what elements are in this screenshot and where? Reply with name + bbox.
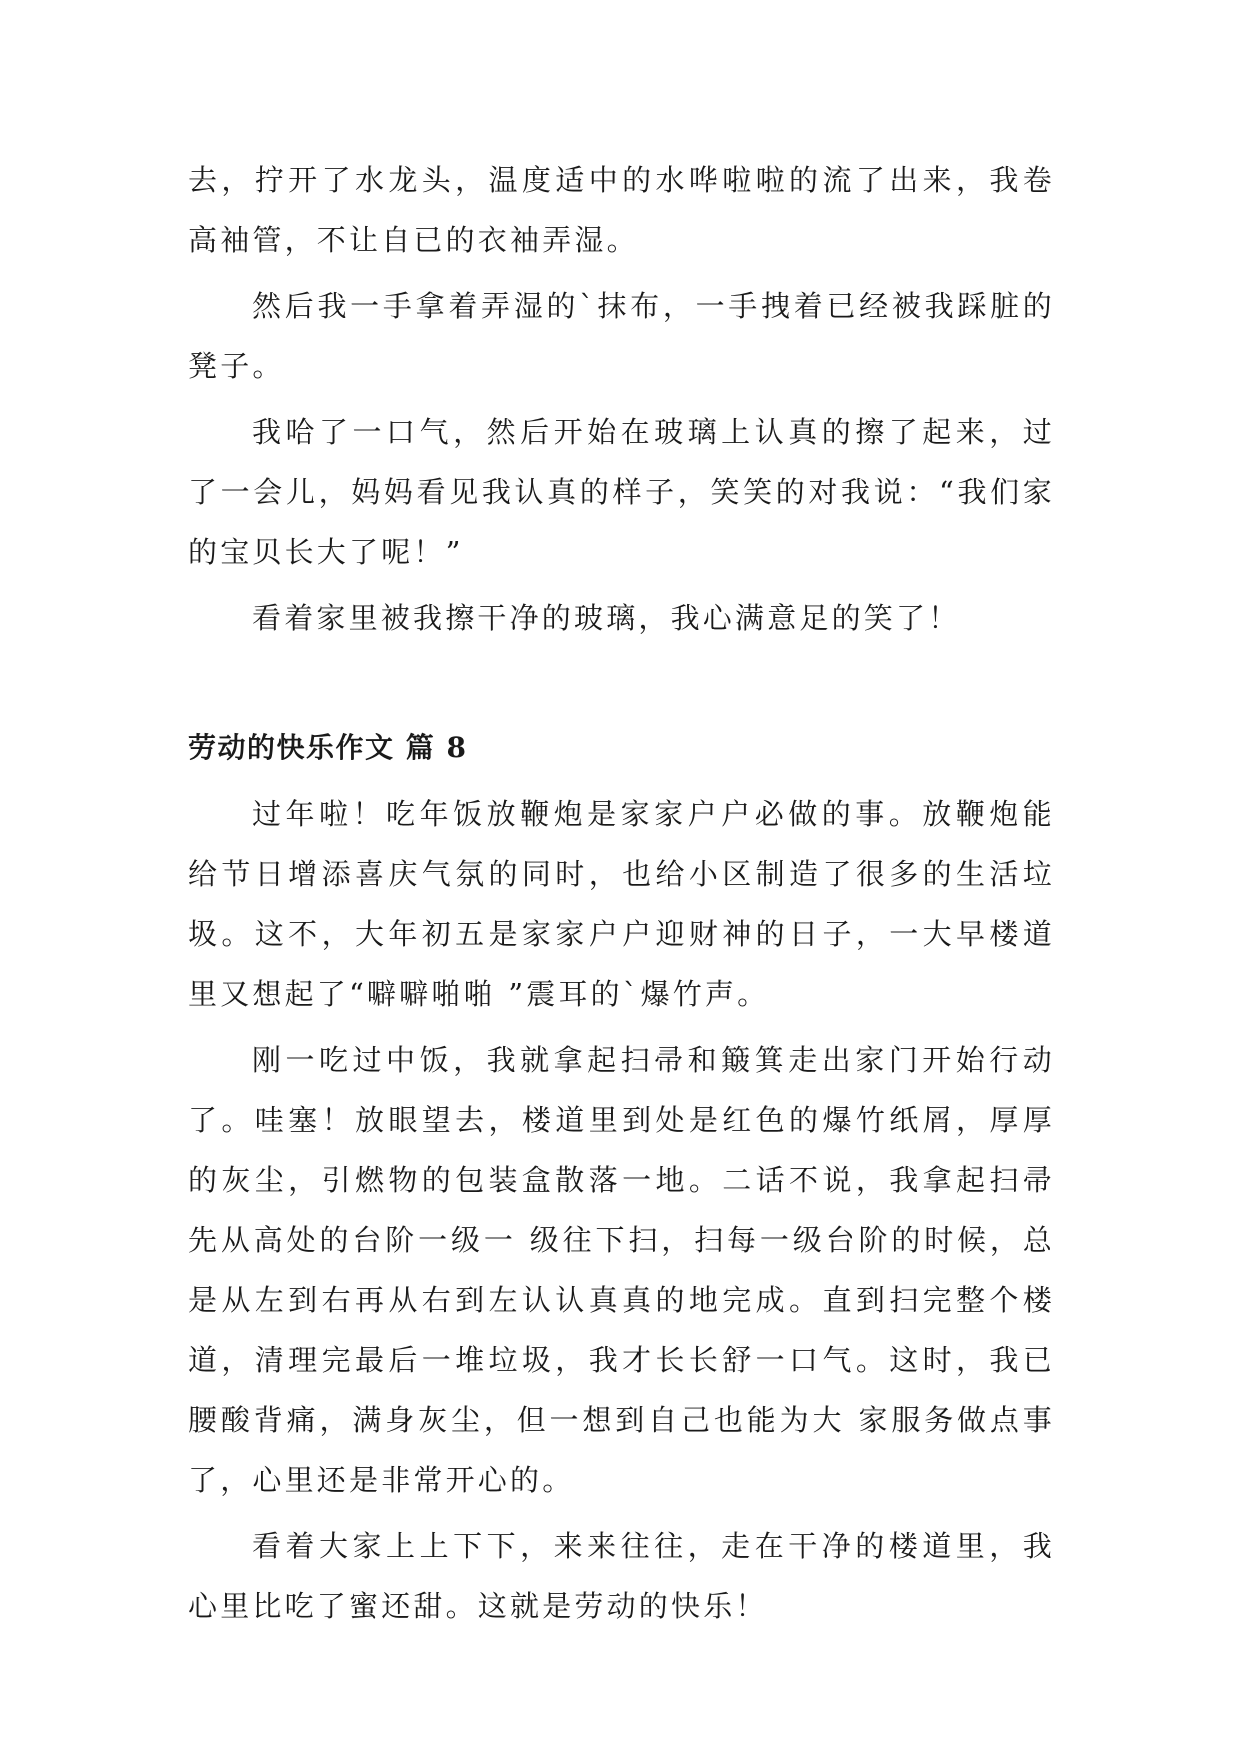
paragraph: 去，拧开了水龙头，温度适中的水哗啦啦的流了出来，我卷高袖管，不让自已的衣袖弄湿。 xyxy=(188,163,1055,257)
document-body xyxy=(188,150,1055,1642)
paragraph: 刚一吃过中饭，我就拿起扫帚和簸箕走出家门开始行动了。哇塞！放眼望去，楼道里到处是红色的爆竹纸屑，厚厚的灰尘，引燃物的包装盒散落一地。二话不说，我拿起扫帚先从高处的台阶一级一 级往下扫，扫每一级台阶的时候，总是从左到右再从右到左认认真真的地完成。直到扫完整个楼道，清理完最后一堆垃圾，我才长长舒一口气。这时，我已腰酸背痛，满身灰尘，但一想到自己也能为大 家服务做点事了，心里还是非常开心的。 xyxy=(188,1043,1055,1497)
paragraph: 然后我一手拿着弄湿的`抹布，一手拽着已经被我踩脏的凳子。 xyxy=(188,289,1055,383)
section-title: 劳动的快乐作文 篇 8 xyxy=(188,731,468,764)
paragraph: 看着家里被我擦干净的玻璃，我心满意足的笑了！ xyxy=(252,601,961,635)
paragraph: 过年啦！吃年饭放鞭炮是家家户户必做的事。放鞭炮能给节日增添喜庆气氛的同时，也给小区制造了很多的生活垃圾。这不，大年初五是家家户户迎财神的日子，一大早楼道里又想起了“噼噼啪啪 ”震耳的`爆竹声。 xyxy=(188,797,1055,1011)
paragraph: 我哈了一口气，然后开始在玻璃上认真的擦了起来，过了一会儿，妈妈看见我认真的样子，笑笑的对我说：“我们家的宝贝长大了呢！” xyxy=(188,415,1055,569)
paragraph: 看着大家上上下下，来来往往，走在干净的楼道里，我心里比吃了蜜还甜。这就是劳动的快乐！ xyxy=(188,1529,1055,1623)
